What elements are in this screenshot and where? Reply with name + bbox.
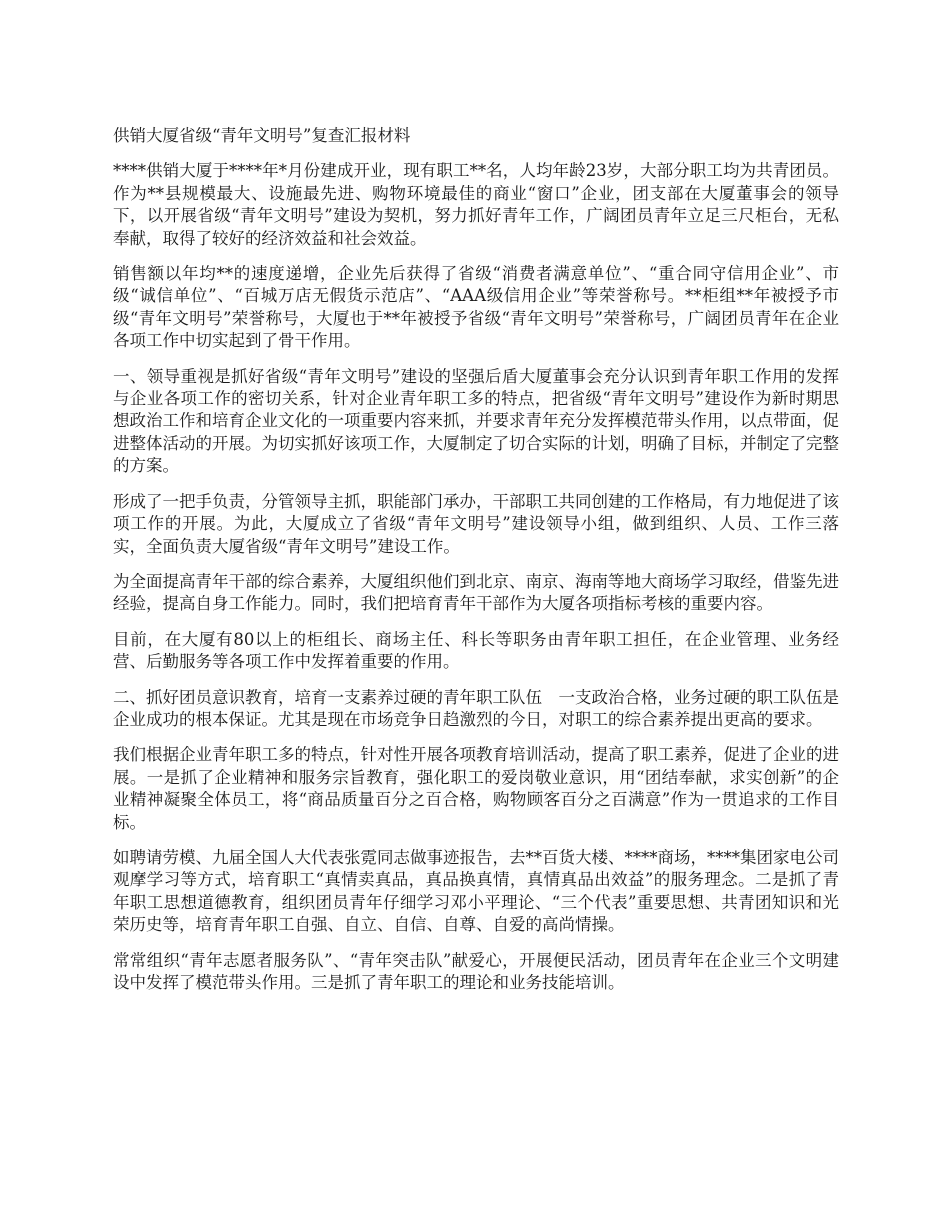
- paragraph: 二、抓好团员意识教育，培育一支素养过硬的青年职工队伍 一支政治合格，业务过硬的职工队伍是企业成功的根本保证。尤其是现在市场竞争日趋激烈的今日，对职工的综合素养提出更高的要求。: [113, 687, 839, 729]
- document-body: [113, 125, 839, 1007]
- paragraph: 目前，在大厦有80以上的柜组长、商场主任、科长等职务由青年职工担任，在企业管理、业务经营、后勤服务等各项工作中发挥着重要的作用。: [113, 629, 839, 672]
- paragraph: 为全面提高青年干部的综合素养，大厦组织他们到北京、南京、海南等地大商场学习取经，借鉴先进经验，提高自身工作能力。同时，我们把培育青年干部作为大厦各项指标考核的重要内容。: [113, 571, 839, 614]
- paragraph: 如聘请劳模、九届全国人大代表张霓同志做事迹报告，去**百货大楼、****商场，****集团家电公司观摩学习等方式，培育职工“真情卖真品，真品换真情，真情真品出效益”的服务理念。二是抓了青年职工思想道德教育，组织团员青年仔细学习邓小平理论、“三个代表”重要思想、共青团知识和光荣历史等，培育青年职工自强、自立、自信、自尊、自爱的高尚情操。: [113, 847, 839, 935]
- paragraph: 形成了一把手负责，分管领导主抓，职能部门承办，干部职工共同创建的工作格局，有力地促进了该项工作的开展。为此，大厦成立了省级“青年文明号”建设领导小组，做到组织、人员、工作三落实，全面负责大厦省级“青年文明号”建设工作。: [113, 491, 839, 556]
- paragraph: ****供销大厦于****年*月份建成开业，现有职工**名，人均年龄23岁，大部分职工均为共青团员。作为**县规模最大、设施最先进、购物环境最佳的商业“窗口”企业，团支部在大厦董事会的领导下，以开展省级“青年文明号”建设为契机，努力抓好青年工作，广阔团员青年立足三尺柜台，无私奉献，取得了较好的经济效益和社会效益。: [113, 161, 839, 248]
- paragraph: 常常组织“青年志愿者服务队”、“青年突击队”献爱心，开展便民活动，团员青年在企业三个文明建设中发挥了模范带头作用。三是抓了青年职工的理论和业务技能培训。: [113, 950, 839, 992]
- document-title: 供销大厦省级“青年文明号”复查汇报材料: [113, 126, 411, 145]
- paragraph: 我们根据企业青年职工多的特点，针对性开展各项教育培训活动，提高了职工素养，促进了企业的进展。一是抓了企业精神和服务宗旨教育，强化职工的爱岗敬业意识，用“团结奉献，求实创新”的企业精神凝聚全体员工，将“商品质量百分之百合格，购物顾客百分之百满意”作为一贯追求的工作目标。: [113, 745, 839, 832]
- paragraph: 销售额以年均**的速度递增，企业先后获得了省级“消费者满意单位”、“重合同守信用企业”、市级“诚信单位”、“百城万店无假货示范店”、“AAA级信用企业”等荣誉称号。**柜组**年被授予市级“青年文明号”荣誉称号，大厦也于**年被授予省级“青年文明号”荣誉称号，广阔团员青年在企业各项工作中切实起到了骨干作用。: [113, 264, 839, 351]
- paragraph: 一、领导重视是抓好省级“青年文明号”建设的坚强后盾大厦董事会充分认识到青年职工作用的发挥与企业各项工作的密切关系，针对企业青年职工多的特点，把省级“青年文明号”建设作为新时期思想政治工作和培育企业文化的一项重要内容来抓，并要求青年充分发挥模范带头作用，以点带面，促进整体活动的开展。为切实抓好该项工作，大厦制定了切合实际的计划，明确了目标，并制定了完整的方案。: [113, 366, 839, 476]
